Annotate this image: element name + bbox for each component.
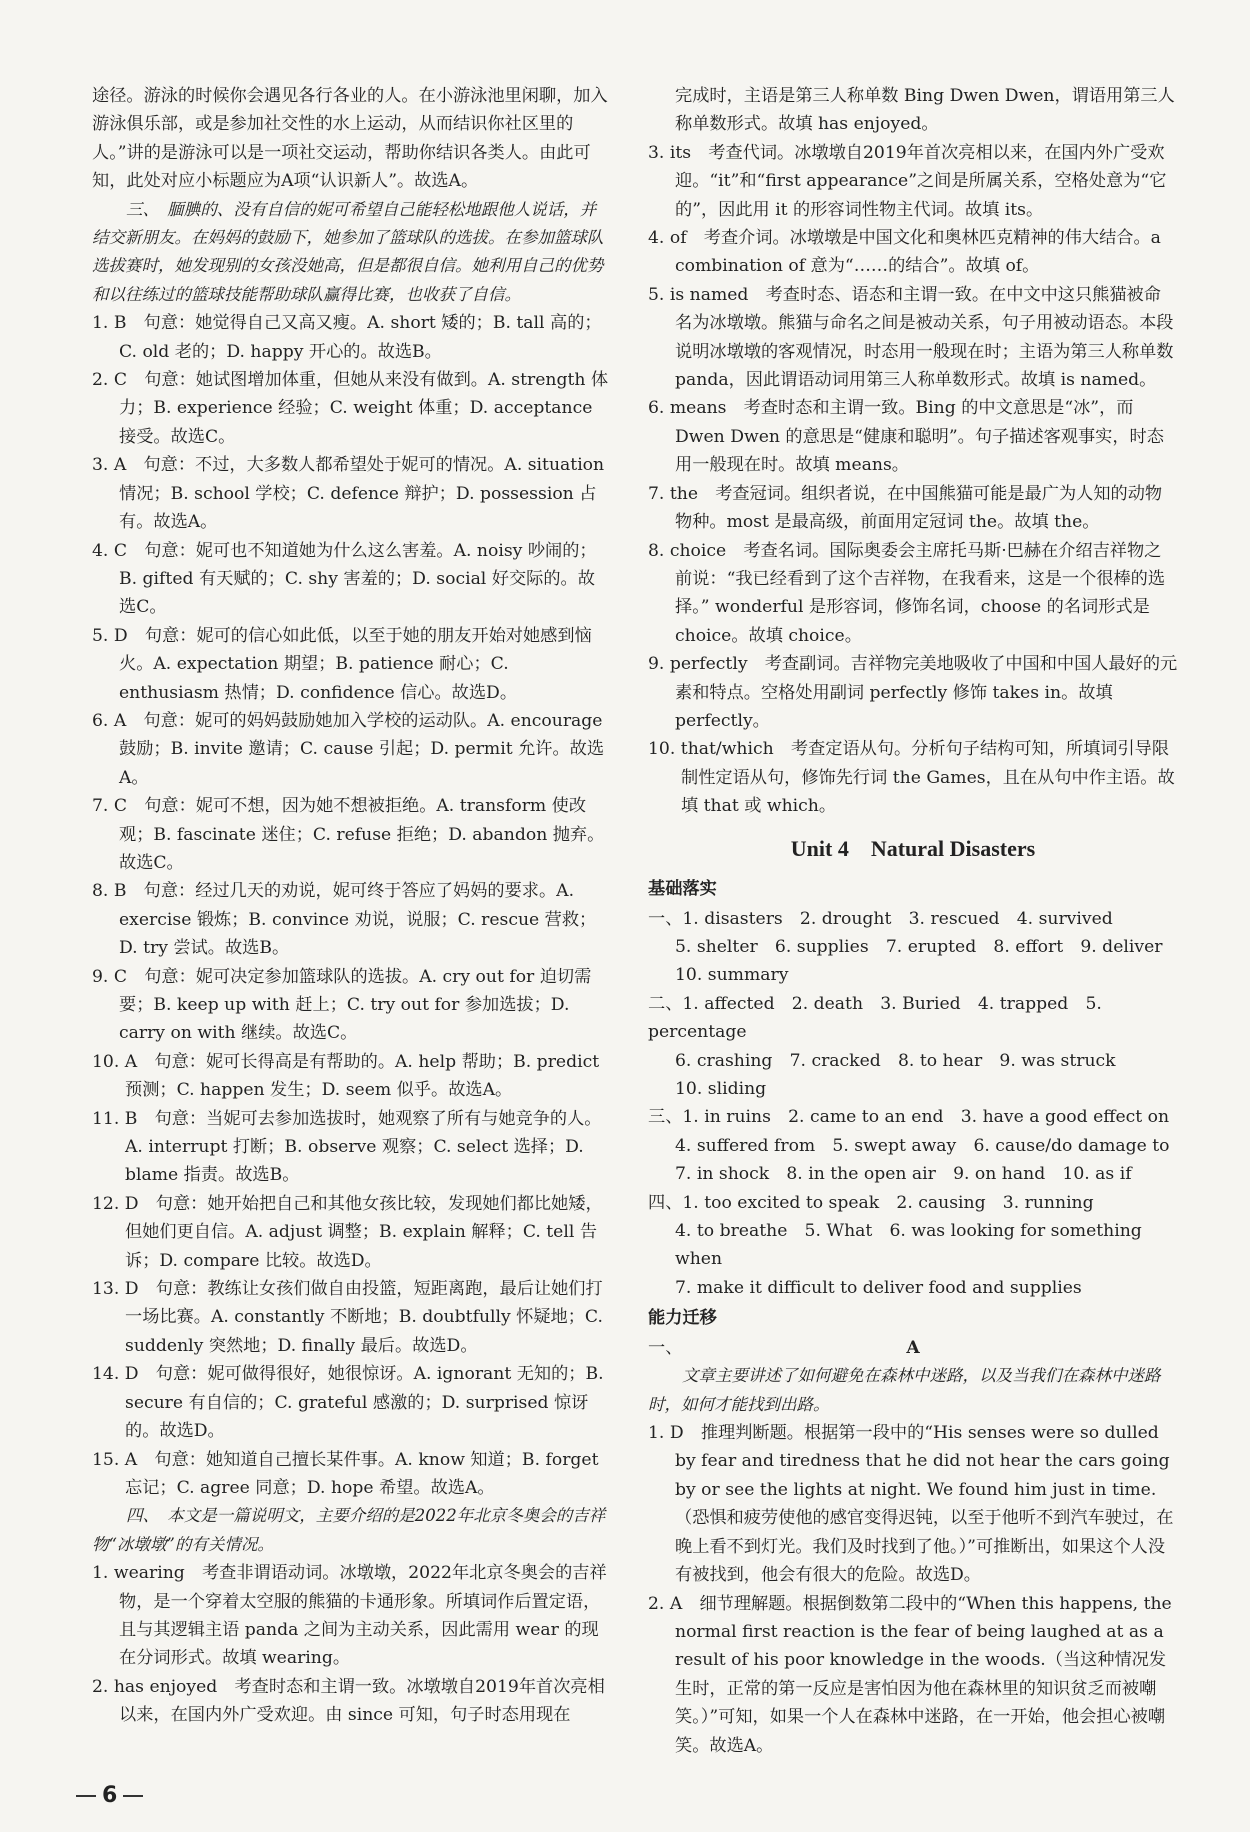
page-number-value: 6 (102, 1783, 118, 1808)
left-column (92, 82, 612, 1730)
transfer-header (648, 1334, 1178, 1362)
answer-item: 6. A 句意：妮可的妈妈鼓励她加入学校的运动队。A. encourage 鼓励；B. invite 邀请；C. cause 引起；D. permit 允许。故选A。 (92, 710, 605, 788)
answer-item: 14. D 句意：妮可做得很好，她很惊讶。A. ignorant 无知的；B. secure 有自信的；C. grateful 感激的；D. surprised 惊讶的。故选D。 (92, 1364, 604, 1442)
answer-line: 一、1. disasters 2. drought 3. rescued 4. survived (648, 908, 1113, 929)
answer-item: 10. that/which 考查定语从句。分析句子结构可知，所填词引导限制性定语从句，修饰先行词 the Games，且在从句中作主语。故填 that 或 which。 (648, 739, 1175, 817)
answer-line: 7. make it difficult to deliver food and supplies (675, 1277, 1082, 1298)
answer-line: 三、1. in ruins 2. came to an end 3. have a good effect on (648, 1107, 1170, 1128)
answer-line: 10. summary (675, 965, 789, 986)
answer-line: 四、1. too excited to speak 2. causing 3. running (648, 1192, 1094, 1213)
answer-item: 9. perfectly 考查副词。吉祥物完美地吸收了中国和中国人最好的元素和特点。空格处用副词 perfectly 修饰 takes in。故填 perfectly。 (648, 654, 1178, 731)
section-heading-basic: 基础落实 (648, 878, 717, 899)
answer-item: 12. D 句意：她开始把自己和其他女孩比较，发现她们都比她矮，但她们更自信。A. adjust 调整；B. explain 解释；C. tell 告诉；D. compare 比较。故选D。 (92, 1193, 603, 1271)
answer-line: 7. in shock 8. in the open air 9. on hand 10. as if (675, 1164, 1132, 1185)
answer-item: 2. A 细节理解题。根据倒数第二段中的“When this happens, the normal first reaction is the fear of being laughed at as a result of his poor knowledge in the woods.（当这种情况发生时，正常的第一反应是害怕因为他在森林里的知识贫乏而被嘲笑。）”可知，如果一个人在森林中迷路，在一开始，他会担心被嘲笑。故选A。 (648, 1593, 1172, 1756)
answer-line: 5. shelter 6. supplies 7. erupted 8. effort 9. deliver (675, 936, 1163, 957)
unit-title: Unit 4 Natural Disasters (790, 835, 1036, 861)
answer-line: 4. suffered from 5. swept away 6. cause/do damage to (675, 1135, 1170, 1156)
answer-item: 8. choice 考查名词。国际奥委会主席托马斯·巴赫在介绍吉祥物之前说：“我已经看到了这个吉祥物，在我看来，这是一个很棒的选择。” wonderful 是形容词，修饰名词，choose 的名词形式是 choice。故填 choice。 (648, 540, 1166, 646)
paragraph: 完成时，主语是第三人称单数 Bing Dwen Dwen，谓语用第三人称单数形式。故填 has enjoyed。 (675, 86, 1175, 135)
answer-item: 6. means 考查时态和主谓一致。Bing 的中文意思是“冰”，而 Dwen Dwen 的意思是“健康和聪明”。句子描述客观事实，时态用一般现在时。故填 means。 (648, 398, 1164, 476)
dash-left (76, 1795, 96, 1797)
section-heading-transfer: 能力迁移 (648, 1308, 717, 1329)
answer-item: 7. the 考查冠词。组织者说，在中国熊猫可能是最广为人知的动物物种。most 是最高级，前面用定冠词 the。故填 the。 (648, 483, 1163, 533)
answer-item: 11. B 句意：当妮可去参加选拔时，她观察了所有与她竞争的人。A. interrupt 打断；B. observe 观察；C. select 选择；D. blame 指责。故选B。 (92, 1108, 602, 1186)
basic-answers (648, 905, 1178, 1303)
answer-item: 5. is named 考查时态、语态和主谓一致。在中文中这只熊猫被命名为冰墩墩。熊猫与命名之间是被动关系，句子用被动语态。本段说明冰墩墩的客观情况，时态用一般现在时；主语为第三人称单数 panda，因此谓语动词用第三人称单数形式。故填 is named。 (648, 284, 1174, 391)
answer-item: 5. D 句意：妮可的信心如此低，以至于她的朋友开始对她感到恼火。A. expectation 期望；B. patience 耐心；C. enthusiasm 热情；D. confidence 信心。故选D。 (92, 625, 592, 703)
answer-item: 2. C 句意：她试图增加体重，但她从来没有做到。A. strength 体力；B. experience 经验；C. weight 体重；D. acceptance 接受。故选C。 (92, 370, 609, 447)
answer-item: 1. B 句意：她觉得自己又高又瘦。A. short 矮的；B. tall 高的；C. old 老的；D. happy 开心的。故选B。 (92, 313, 602, 362)
transfer-part-label: 一、 (648, 1338, 683, 1359)
answer-line: 二、1. affected 2. death 3. Buried 4. trapped 5. percentage (648, 993, 1102, 1043)
answer-item: 2. has enjoyed 考查时态和主谓一致。冰墩墩自2019年首次亮相以来，在国内外广受欢迎。由 since 可知，句子时态用现在 (92, 1676, 605, 1726)
passage-summary: 四、 本文是一篇说明文，主要介绍的是2022年北京冬奥会的吉祥物“冰墩墩”的有关情况。 (92, 1506, 606, 1554)
answer-item: 7. C 句意：妮可不想，因为她不想被拒绝。A. transform 使改观；B. fascinate 迷住；C. refuse 拒绝；D. abandon 抛弃。故选C。 (92, 796, 605, 873)
paragraph: 途径。游泳的时候你会遇见各行各业的人。在小游泳池里闲聊，加入游泳俱乐部，或是参加社交性的水上运动，从而结识你社区里的人。”讲的是游泳可以是一项社交运动，帮助你结识各类人。由此可知，此处对应小标题应为A项“认识新人”。故选A。 (92, 86, 608, 192)
answer-item: 4. of 考查介词。冰墩墩是中国文化和奥林匹克精神的伟大结合。a combination of 意为“……的结合”。故填 of。 (648, 228, 1161, 277)
answer-item: 10. A 句意：妮可长得高是有帮助的。A. help 帮助；B. predict 预测；C. happen 发生；D. seem 似乎。故选A。 (92, 1051, 600, 1101)
answer-item: 1. D 推理判断题。根据第一段中的“His senses were so dulled by fear and tiredness that he did not hear the cars going by or see the lights at night. We found him just in time.（恐惧和疲劳使他的感官变得迟钝，以至于他听不到汽车驶过，在晚上看不到灯光。我们及时找到了他。）”可推断出，如果这个人没有被找到，他会有很大的危险。故选D。 (648, 1423, 1174, 1586)
answer-item: 15. A 句意：她知道自己擅长某件事。A. know 知道；B. forget 忘记；C. agree 同意；D. hope 希望。故选A。 (92, 1449, 599, 1498)
answer-line: 6. crashing 7. cracked 8. to hear 9. was struck (675, 1050, 1116, 1071)
answer-item: 8. B 句意：经过几天的劝说，妮可终于答应了妈妈的要求。A. exercise 锻炼；B. convince 劝说，说服；C. rescue 营救；D. try 尝试。故选B。 (92, 881, 597, 959)
answer-item: 4. C 句意：妮可也不知道她为什么这么害羞。A. noisy 吵闹的；B. gifted 有天赋的；C. shy 害羞的；D. social 好交际的。故选C。 (92, 540, 597, 618)
answer-line: 4. to breathe 5. What 6. was looking for something when (675, 1221, 1160, 1270)
right-column (648, 82, 1178, 1760)
passage-letter: A (906, 1338, 920, 1359)
answer-line: 10. sliding (675, 1079, 767, 1099)
answer-item: 13. D 句意：教练让女孩们做自由投篮，短距离跑，最后让她们打一场比赛。A. constantly 不断地；B. doubtfully 怀疑地；C. suddenly 突然地；D. finally 最后。故选D。 (92, 1279, 603, 1356)
answer-item: 3. A 句意：不过，大多数人都希望处于妮可的情况。A. situation 情况；B. school 学校；C. defence 辩护；D. possession 占有。故选A。 (92, 455, 605, 533)
answer-item: 3. its 考查代词。冰墩墩自2019年首次亮相以来，在国内外广受欢迎。“it”和“first appearance”之间是所属关系，空格处意为“它的”，因此用 it 的形容词性物主代词。故填 its。 (648, 142, 1167, 220)
answer-item: 1. wearing 考查非谓语动词。冰墩墩，2022年北京冬奥会的吉祥物，是一个穿着太空服的熊猫的卡通形象。所填词作后置定语，且与其逻辑主语 panda 之间为主动关系，因此需用 wear 的现在分词形式。故填 wearing。 (92, 1563, 607, 1669)
page-number (70, 1783, 149, 1808)
passage-summary: 三、 腼腆的、没有自信的妮可希望自己能轻松地跟他人说话，并结交新朋友。在妈妈的鼓励下，她参加了篮球队的选拔。在参加篮球队选拔赛时，她发现别的女孩没她高，但是都很自信。她利用自己的优势和以往练过的篮球技能帮助球队赢得比赛，也收获了自信。 (92, 199, 604, 304)
answer-item: 9. C 句意：妮可决定参加篮球队的选拔。A. cry out for 迫切需要；B. keep up with 赶上；C. try out for 参加选拔；D. carry on with 继续。故选C。 (92, 966, 592, 1044)
passage-summary: 文章主要讲述了如何避免在森林中迷路，以及当我们在森林中迷路时，如何才能找到出路。 (648, 1366, 1161, 1414)
dash-right (123, 1795, 143, 1797)
